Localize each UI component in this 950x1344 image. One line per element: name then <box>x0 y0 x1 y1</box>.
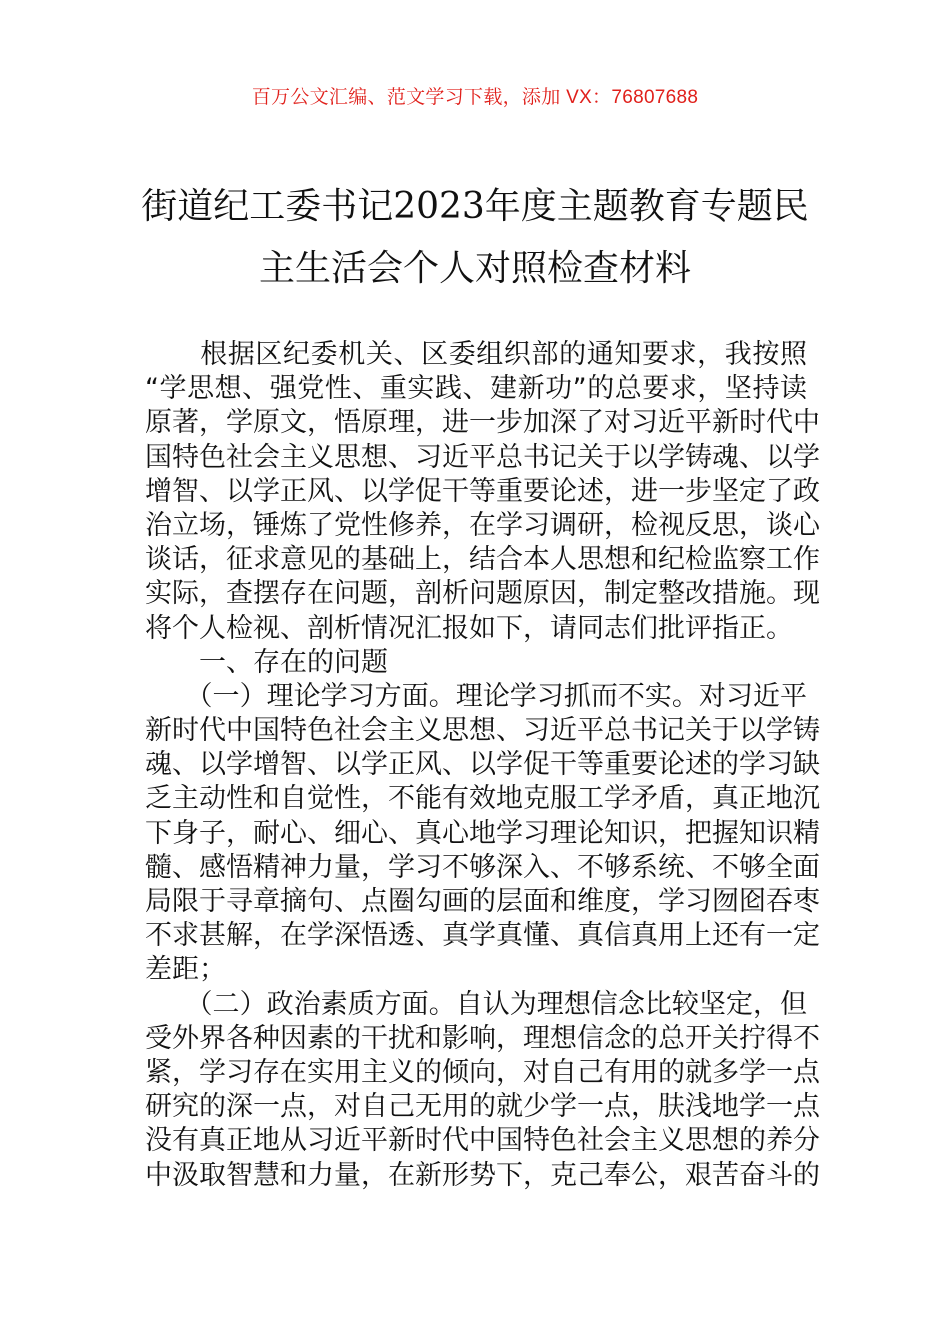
body-line: 乏主动性和自觉性，不能有效地克服工学矛盾，真正地沉 <box>145 783 820 815</box>
body-line: 不求甚解，在学深悟透、真学真懂、真信真用上还有一定 <box>145 920 820 952</box>
body-line: 紧，学习存在实用主义的倾向，对自己有用的就多学一点 <box>145 1056 820 1088</box>
body-line: 新时代中国特色社会主义思想、习近平总书记关于以学铸 <box>145 715 820 747</box>
body-line: 研究的深一点，对自己无用的就少学一点，肤浅地学一点 <box>145 1091 820 1123</box>
body-line: 差距； <box>145 954 226 986</box>
title-line: 街道纪工委书记2023年度主题教育专题民 <box>141 186 809 227</box>
body-line: 下身子，耐心、细心、真心地学习理论知识，把握知识精 <box>145 817 820 849</box>
title-line: 主生活会个人对照检查材料 <box>258 248 691 289</box>
section-heading: 一、存在的问题 <box>145 646 388 678</box>
body-line: （一）理论学习方面。理论学习抓而不实。对习近平 <box>145 680 807 712</box>
body-line: 魂、以学增智、以学正风、以学促干等重要论述的学习缺 <box>145 749 820 781</box>
body-line: 将个人检视、剖析情况汇报如下，请同志们批评指正。 <box>145 612 793 644</box>
body-line: 局限于寻章摘句、点圈勾画的层面和维度，学习囫囵吞枣 <box>145 886 820 917</box>
body-line: （二）政治素质方面。自认为理想信念比较坚定，但 <box>145 988 807 1020</box>
body-line: 没有真正地从习近平新时代中国特色社会主义思想的养分 <box>145 1125 820 1157</box>
body-line: 谈话，征求意见的基础上，结合本人思想和纪检监察工作 <box>145 544 820 576</box>
watermark-header-note: 百万公文汇编、范文学习下载，添加 VX：76807688 <box>251 87 699 108</box>
body-line: 增智、以学正风、以学促干等重要论述，进一步坚定了政 <box>145 475 820 507</box>
body-line: 髓、感悟精神力量，学习不够深入、不够系统、不够全面 <box>145 851 820 883</box>
body-line: “学思想、强党性、重实践、建新功”的总要求，坚持读 <box>145 373 807 405</box>
body-line: 根据区纪委机关、区委组织部的通知要求，我按照 <box>145 339 807 370</box>
body-line: 实际，查摆存在问题，剖析问题原因，制定整改措施。现 <box>145 578 820 610</box>
document-title <box>120 176 830 300</box>
body-line: 国特色社会主义思想、习近平总书记关于以学铸魂、以学 <box>145 441 820 473</box>
body-line: 原著，学原文，悟原理，进一步加深了对习近平新时代中 <box>145 407 820 439</box>
body-line: 中汲取智慧和力量，在新形势下，克己奉公，艰苦奋斗的 <box>145 1159 820 1191</box>
document-body <box>145 338 820 1193</box>
body-line: 治立场，锤炼了党性修养，在学习调研，检视反思，谈心 <box>145 509 820 541</box>
body-line: 受外界各种因素的干扰和影响，理想信念的总开关拧得不 <box>145 1022 820 1054</box>
